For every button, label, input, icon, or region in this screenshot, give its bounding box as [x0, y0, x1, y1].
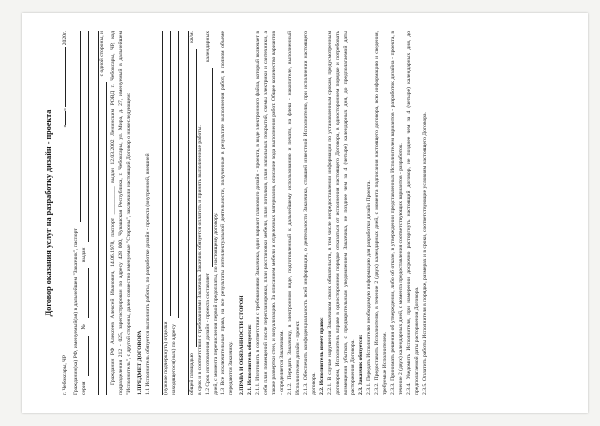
customer-passport-blank: [74, 31, 81, 222]
clause-1-1-hint-row: [163, 31, 171, 395]
clause-2-1-3: 2.1.3. Обеспечить конфиденциальность всей информации, о деятельности Заказчика, ставшей известной Исполнителю, при исполнении настоящего договора.: [302, 31, 317, 395]
address-blank: [172, 31, 179, 318]
date-open-quote: «: [62, 124, 69, 128]
clause-2-3-3: 2.3.3. Принимать решения об утверждении, либо об отказе, в утверждении представленных Исполнителем вариантов - разработок дизайна - проекта, в течение 2 (двух) календарных дней, с момента предоставления соответствующих вариантов - разработок.: [390, 31, 405, 395]
date: [59, 31, 70, 128]
area-blank: [190, 49, 197, 347]
clause-2-3-2: 2.3.2. Предоставить Исполнителю, в течение 2 (двух) календарных дней, с момента подписания настоящего договора, всю информацию и сведения, требуемые Исполнителем.: [374, 31, 389, 395]
area-row: [189, 31, 197, 395]
clause-1-1-blank: [155, 31, 163, 395]
clause-1-1: 1.1 Исполнитель обязуется выполнить работы, по разработке дизайн - проекта (внутренней, внешней: [144, 153, 151, 395]
clause-1-2: 1.2 Срок изготовления дизайн - проекта составляет: [204, 273, 211, 395]
address-label: находящегося(ных) по адресу: [170, 324, 177, 395]
one-side-row: [99, 31, 107, 395]
date-month-blank: [59, 47, 66, 107]
address-blank-line: [181, 31, 189, 395]
clause-2-1-1: 2.1.1. Изготовить в соответствии с требованиями Заказчика, один вариант планового дизайн - проекта, в виде электронного файла, который включает в себя план помещений после перепланировки, план расстановки мебели, план потолков, план напольных покрытий, схемы электрики и сантехники, а также развертки стен, и визуализацию. За описанием мебели и отделочных материалов, описание хода выполнения работ. Общее количество вариантов - определяется Заказчиком.: [255, 31, 286, 395]
finish-blank: [164, 31, 171, 316]
clause-2-3-1: 2.3.1. Передать Исполнителю необходимую информацию для разработки дизайн Проекта.: [366, 180, 373, 395]
clause-2-3: 2.3. Заказчик обязуется:: [358, 334, 365, 395]
document-content: [40, 31, 430, 395]
customer-blank-line: [91, 31, 99, 395]
clause-1-2-row: [205, 31, 213, 395]
document-page: [22, 13, 588, 413]
term-blank: [206, 68, 213, 267]
document-title: Договор оказания услуг на разработку дизайн - проекта: [44, 109, 53, 317]
date-close-quote: »: [62, 108, 69, 111]
section-1-title: 1.ПРЕДМЕТ ДОГОВОРА: [136, 330, 143, 395]
area-unit: кв/м.: [188, 31, 195, 43]
clause-2-2-1: 2.2.1. В случае нарушения Заказчиком своих обязательств, в том числе непредоставлении информации по установленным срокам, предусмотренным договором, Исполнитель вправе в одностороннем порядке отказаться от исполнения настоящего Договора, в одностороннем порядке и потребовать возмещения убытков, с предварительным уведомлением Заказчика, не позднее чем за 4 (четыре) календарных дня, до предполагаемой даты расторжения Договора.: [326, 31, 357, 395]
one-side-blank: [100, 82, 107, 395]
series-blank: [82, 336, 89, 376]
address-row: [171, 31, 179, 395]
issued-blank: [82, 31, 89, 242]
clause-1-2-days: календарных: [204, 31, 211, 63]
date-year: 2020г.: [62, 31, 69, 46]
clause-2-2: 2.2. Исполнитель имеет право:: [318, 317, 325, 395]
series-label: серия: [81, 381, 88, 395]
clause-1-1-hint: (нужное подчеркнуть) отделки: [162, 321, 169, 395]
issued-label: выдан: [81, 247, 88, 263]
city: г. Чебоксары, ЧР: [62, 355, 69, 395]
clause-1-2-end: дней, с момента перечисления первой предоплаты, по настоящему договору.: [212, 212, 219, 395]
contractor-paragraph: Гражданин РФ Алексеев Алексей Иванович, 14.06.1978, паспорт __________ выдан 12.03.2002 Ленинским РОВД г. Чебоксары, ЧР, код подразделения 212 - 025, зарегистрирован по адресу 428 000, Чувашская Республика, г. Чебоксары, ул. Мира, д. 27, именуемый в дальнейшем "Исполнитель", с другой стороны, далее совместно именуемые "Стороны", заключили настоящий Договор о нижеследующем:: [110, 31, 133, 395]
clause-1-1-terms: в срок и в соответствии с требованиями Заказчика. Заказчик обязуется оплатить и принять выполненные работы.: [196, 125, 203, 395]
number-blank: [82, 268, 89, 318]
clause-1-3: 1.3 Все исключительные права, на все результаты интеллектуальной деятельности, полученные в результате выполнения работ, в полном объеме передаются Заказчику.: [220, 31, 235, 395]
number-label: №: [81, 324, 88, 330]
customer-row: [73, 31, 81, 395]
clause-2-1: 2.1. Исполнитель обязуется:: [247, 324, 254, 395]
section-2-title: 2.ПРАВА И ОБЯЗАННОСТИ СТОРОН: [239, 295, 246, 395]
date-day-blank: [59, 111, 66, 125]
customer-row-2: [81, 31, 89, 395]
clause-2-1-2: 2.1.2. Передать Заказчику, в электронном виде, подготовленный к дальнейшему использованию и печати, на флеш - накопителе, выполненный Исполнителем дизайн - проект.: [286, 31, 301, 395]
one-side-text: с одной стороны, и: [99, 31, 106, 77]
city-date-row: [59, 31, 70, 395]
clause-2-3-4: 2.3.4. Уведомить Исполнителя, при намерении досрочно расторгнуть настоящий договор, не позднее чем за 4 (четыре) календарных дня, до предполагаемой даты расторжения Договора.: [406, 31, 420, 395]
area-label: общей площадью: [188, 353, 195, 395]
clause-2-3-5: 2.3.5. Оплатить работы Исполнителя в порядке, размерах и в сроки, соответствующие условиям настоящего Договора.: [421, 112, 428, 395]
customer-label: Гражданин(ка) РФ, именуемый(ая) в дальнейшем "Заказчик", паспорт: [73, 228, 80, 395]
